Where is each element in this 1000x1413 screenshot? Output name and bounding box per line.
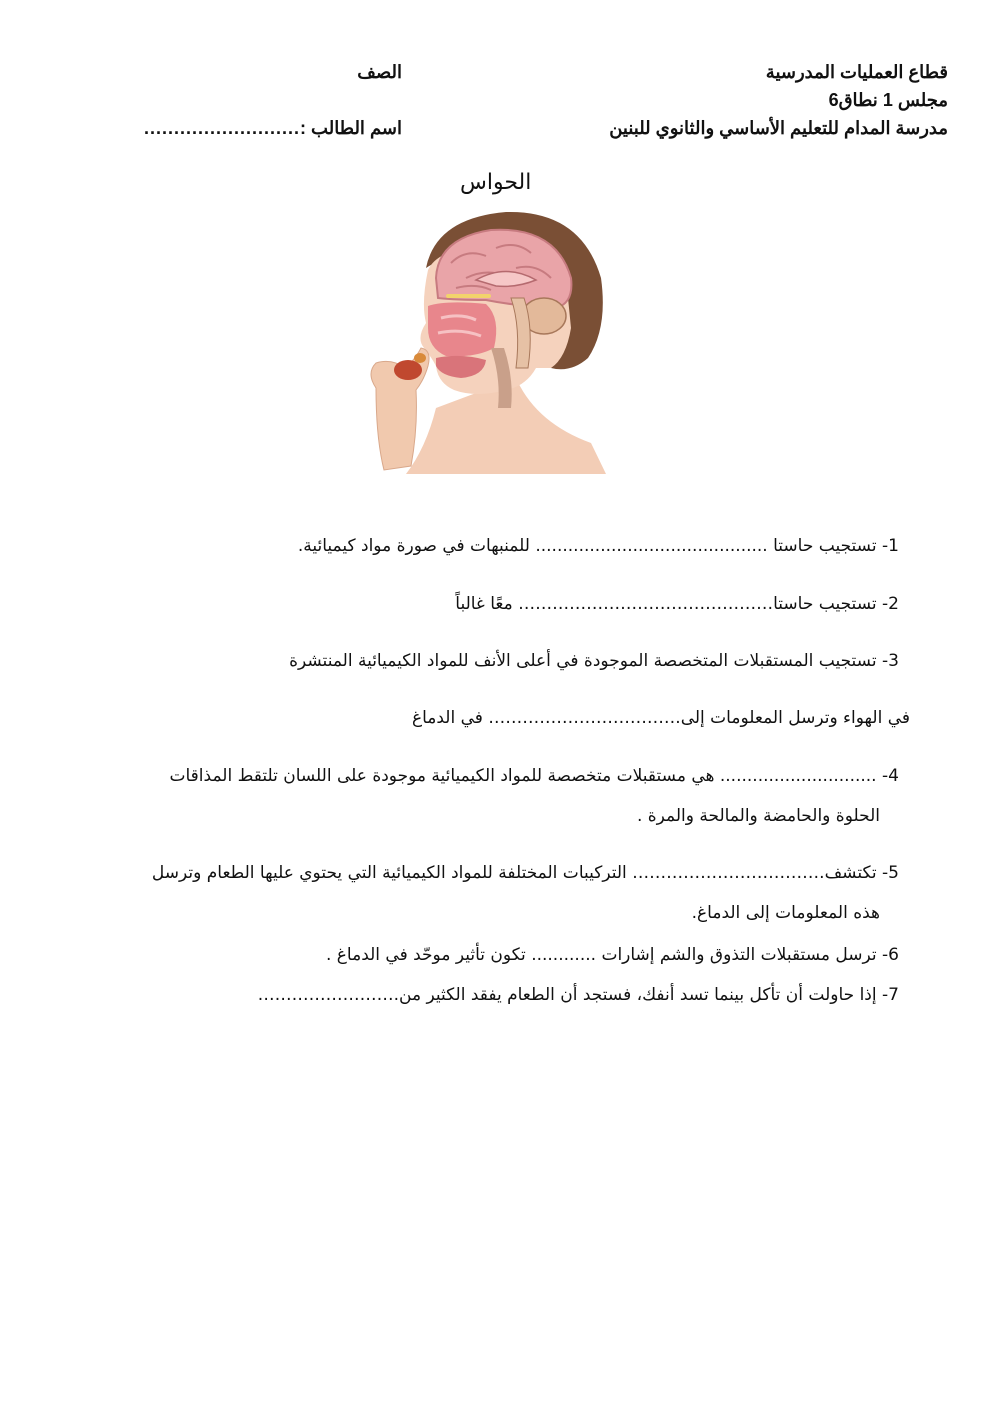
question-text: تستجيب حاستا ........................................... للمنبهات في صورة مواد كيميائية. [297,536,877,556]
question-7[interactable] [258,985,910,1005]
question-text: تستجيب حاستا……………………………………… معًا غالباً [455,594,877,614]
question-5[interactable] [152,863,910,883]
question-5-continuation: هذه المعلومات إلى الدماغ. [691,903,880,923]
question-1[interactable] [298,536,910,556]
head-cross-section-illustration [366,208,606,474]
council-label: مجلس 1 نطاق6 [828,90,948,110]
question-text: ............................. هي مستقبلات متخصصة للمواد الكيميائية موجودة على اللسان تلتقط المذاقات [169,766,877,786]
question-number: 3- [882,651,899,671]
question-2[interactable] [455,594,910,614]
question-3-continuation: في الهواء وترسل المعلومات إلى.…………………………… في الدماغ [411,708,910,728]
class-label: الصف [357,62,402,82]
question-3[interactable] [289,651,910,671]
question-number: 5- [882,863,899,883]
question-number: 2- [882,594,899,614]
page-title: الحواس [460,170,532,195]
student-name-label: اسم الطالب : [300,118,402,138]
question-text: تكتشف.…………………………… التركيبات المختلفة للمواد الكيميائية التي يحتوي عليها الطعام وترسل [151,863,877,883]
question-6[interactable] [326,945,910,965]
school-name: مدرسة المدام للتعليم الأساسي والثانوي للبنين [609,118,948,138]
question-number: 4- [882,766,899,786]
question-4[interactable] [170,766,911,786]
sector-label: قطاع العمليات المدرسية [765,62,948,82]
question-text: إذا حاولت أن تأكل بينما تسد أنفك، فستجد أن الطعام يفقد الكثير من.…………………… [257,985,877,1005]
question-number: 1- [882,536,899,556]
question-4-continuation: الحلوة والحامضة والمالحة والمرة . [636,806,880,826]
student-name-blank[interactable]: .......................... [143,118,300,138]
question-text: تستجيب المستقبلات المتخصصة الموجودة في أعلى الأنف للمواد الكيميائية المنتشرة [289,651,877,671]
question-text: ترسل مستقبلات التذوق والشم إشارات ............ تكون تأثير موحّد في الدماغ . [325,945,877,965]
question-number: 6- [882,945,899,965]
question-number: 7- [882,985,899,1005]
